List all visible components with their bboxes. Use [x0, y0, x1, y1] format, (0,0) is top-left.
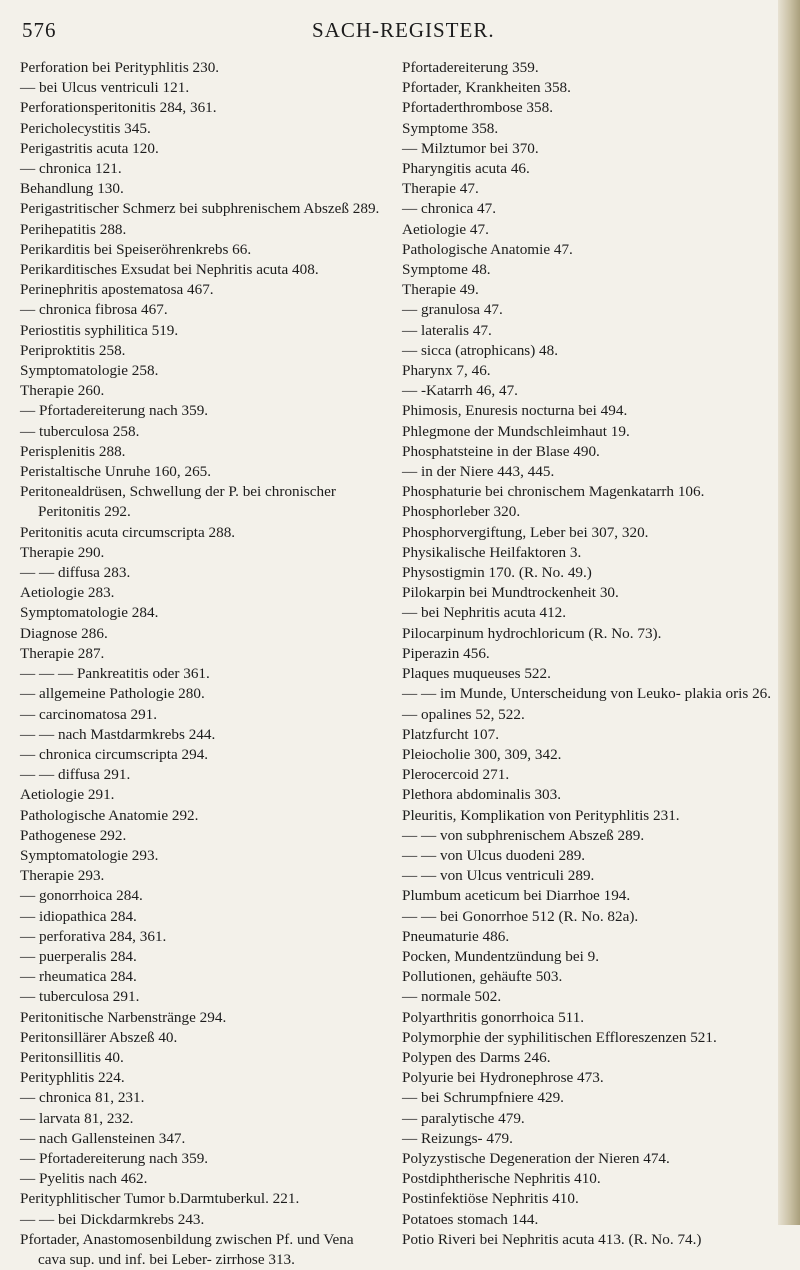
index-entry: Plerocercoid 271. — [402, 766, 510, 784]
index-entry: Pfortadereiterung 359. — [402, 59, 539, 76]
index-entry: Pfortader, Krankheiten 358. — [402, 79, 571, 97]
index-column-right — [402, 58, 778, 1250]
index-entry: — bei Ulcus ventriculi 121. — [20, 79, 190, 97]
index-entry: — — bei Dickdarmkrebs 243. — [20, 1210, 205, 1228]
index-entry: Polyarthritis gonorrhoica 511. — [402, 1008, 585, 1026]
index-entry: Phlegmone der Mundschleimhaut 19. — [402, 422, 630, 440]
index-entry: Postdiphtherische Nephritis 410. — [402, 1170, 601, 1188]
index-entry: — paralytische 479. — [402, 1109, 525, 1127]
index-entry: — sicca (atrophicans) 48. — [402, 341, 559, 359]
index-entry: Pollutionen, gehäufte 503. — [402, 968, 563, 986]
index-entry: Postinfektiöse Nephritis 410. — [402, 1190, 579, 1208]
index-entry: Phimosis, Enuresis nocturna bei 494. — [402, 402, 628, 420]
index-entry: Periproktitis 258. — [20, 341, 126, 359]
page-number: 576 — [22, 18, 57, 42]
index-entry: — granulosa 47. — [402, 301, 503, 319]
index-entry: — Reizungs- 479. — [402, 1129, 513, 1147]
index-entry: Aetiologie 291. — [20, 786, 115, 804]
index-entry: — tuberculosa 258. — [20, 422, 140, 440]
index-entry: — normale 502. — [402, 988, 502, 1006]
index-entry: — carcinomatosa 291. — [20, 705, 158, 723]
index-entry: Therapie 47. — [402, 180, 479, 198]
index-entry: Perityphlitischer Tumor b.Darmtuberkul. 221. — [20, 1190, 300, 1208]
index-entry: — rheumatica 284. — [20, 968, 137, 986]
index-entry: Peritonsillitis 40. — [20, 1048, 124, 1066]
index-entry: Behandlung 130. — [20, 180, 124, 198]
index-entry: — — im Munde, Unterscheidung von Leuko- plakia oris 26. — [402, 685, 772, 703]
index-entry: — chronica circumscripta 294. — [20, 745, 209, 763]
index-entry: Therapie 260. — [20, 382, 105, 400]
index-entry: Physikalische Heilfaktoren 3. — [402, 543, 582, 561]
index-entry: Perforationsperitonitis 284, 361. — [20, 99, 217, 117]
index-entry: Symptome 358. — [402, 119, 499, 137]
index-entry: — Pfortadereiterung nach 359. — [20, 1149, 209, 1167]
index-entry: Piperazin 456. — [402, 644, 490, 662]
index-entry: Pathogenese 292. — [20, 826, 127, 844]
index-entry: — Pyelitis nach 462. — [20, 1170, 148, 1188]
index-entry: — chronica 121. — [20, 160, 122, 178]
index-entry: — opalines 52, 522. — [402, 705, 525, 723]
index-entry: Pericholecystitis 345. — [20, 119, 151, 137]
index-entry: Phosphorleber 320. — [402, 503, 521, 521]
page-edge — [778, 0, 800, 1225]
index-entry: Potio Riveri bei Nephritis acuta 413. (R. No. 74.) — [402, 1230, 702, 1248]
index-entry: Polyurie bei Hydronephrose 473. — [402, 1069, 604, 1087]
index-entry: Pfortaderthrombose 358. — [402, 99, 553, 117]
index-entry: Peritonitische Narbenstränge 294. — [20, 1008, 227, 1026]
index-entry: Plumbum aceticum bei Diarrhoe 194. — [402, 887, 631, 905]
index-entry: Peritonsillärer Abszeß 40. — [20, 1028, 178, 1046]
index-entry: Pneumaturie 486. — [402, 927, 510, 945]
index-entry: — Pfortadereiterung nach 359. — [20, 402, 209, 420]
index-entry: Pilocarpinum hydrochloricum (R. No. 73). — [402, 624, 662, 642]
index-entry: Polymorphie der syphilitischen Effloreszenzen 521. — [402, 1028, 717, 1046]
index-entry: Polypen des Darms 246. — [402, 1048, 551, 1066]
index-entry: Potatoes stomach 144. — [402, 1210, 539, 1228]
index-entry: Peritonealdrüsen, Schwellung der P. bei chronischer Peritonitis 292. — [20, 483, 336, 521]
index-entry: Pilokarpin bei Mundtrockenheit 30. — [402, 584, 619, 602]
index-entry: — larvata 81, 232. — [20, 1109, 134, 1127]
index-entry: Symptomatologie 293. — [20, 846, 159, 864]
index-entry: Pleiocholie 300, 309, 342. — [402, 745, 562, 763]
index-entry: Phosphorvergiftung, Leber bei 307, 320. — [402, 523, 649, 541]
index-entry: Phosphaturie bei chronischem Magenkatarrh 106. — [402, 483, 705, 501]
index-entry: — — nach Mastdarmkrebs 244. — [20, 725, 216, 743]
index-entry: — idiopathica 284. — [20, 907, 137, 925]
index-entry: — — von Ulcus ventriculi 289. — [402, 867, 595, 885]
index-entry: Polyzystische Degeneration der Nieren 474. — [402, 1149, 670, 1167]
index-entry: Perityphlitis 224. — [20, 1069, 125, 1087]
index-entry: Pathologische Anatomie 292. — [20, 806, 199, 824]
index-entry: — — — Pankreatitis oder 361. — [20, 665, 210, 683]
index-entry: Symptomatologie 258. — [20, 362, 159, 380]
index-entry: Therapie 293. — [20, 867, 105, 885]
index-entry: — gonorrhoica 284. — [20, 887, 143, 905]
index-entry: Symptome 48. — [402, 261, 491, 279]
index-entry: Pocken, Mundentzündung bei 9. — [402, 947, 599, 965]
index-entry: — — von subphrenischem Abszeß 289. — [402, 826, 645, 844]
index-entry: — Milztumor bei 370. — [402, 139, 539, 157]
running-title: SACH-REGISTER. — [312, 18, 495, 42]
index-entry: — — von Ulcus duodeni 289. — [402, 846, 586, 864]
index-entry: Peristaltische Unruhe 160, 265. — [20, 463, 212, 481]
index-entry: Therapie 290. — [20, 543, 105, 561]
index-entry: — in der Niere 443, 445. — [402, 463, 555, 481]
index-entry: Perisplenitis 288. — [20, 442, 126, 460]
index-entry: Symptomatologie 284. — [20, 604, 159, 622]
index-entry: Peritonitis acuta circumscripta 288. — [20, 523, 236, 541]
index-entry: — chronica fibrosa 467. — [20, 301, 168, 319]
index-entry: — chronica 47. — [402, 200, 497, 218]
index-entry: Pfortader, Anastomosenbildung zwischen Pf. und Vena cava sup. und inf. bei Leber- zirrhose 313. — [20, 1230, 354, 1268]
index-entry: Perforation bei Perityphlitis 230. — [20, 59, 220, 76]
index-entry: Perigastritischer Schmerz bei subphrenischem Abszeß 289. — [20, 200, 380, 218]
index-entry: Perikarditisches Exsudat bei Nephritis acuta 408. — [20, 261, 319, 279]
index-entry: — — diffusa 283. — [20, 564, 131, 582]
page-header — [0, 18, 800, 48]
index-entry: — — diffusa 291. — [20, 766, 131, 784]
index-entry: — puerperalis 284. — [20, 947, 137, 965]
index-entry: Diagnose 286. — [20, 624, 108, 642]
index-entry: — allgemeine Pathologie 280. — [20, 685, 205, 703]
index-entry: Phosphatsteine in der Blase 490. — [402, 442, 600, 460]
index-entry: — perforativa 284, 361. — [20, 927, 167, 945]
index-entry: Pathologische Anatomie 47. — [402, 240, 573, 258]
index-entry: Pharyngitis acuta 46. — [402, 160, 530, 178]
index-entry: — lateralis 47. — [402, 321, 492, 339]
index-entry: Plaques muqueuses 522. — [402, 665, 551, 683]
index-entry: — bei Nephritis acuta 412. — [402, 604, 567, 622]
index-entry: Perigastritis acuta 120. — [20, 139, 159, 157]
index-entry: Aetiologie 47. — [402, 220, 489, 238]
index-entry: Aetiologie 283. — [20, 584, 115, 602]
index-entry: Perihepatitis 288. — [20, 220, 127, 238]
index-column-left — [20, 58, 382, 1270]
index-entry: Perikarditis bei Speiseröhrenkrebs 66. — [20, 240, 252, 258]
index-entry: — bei Schrumpfniere 429. — [402, 1089, 564, 1107]
index-entry: — -Katarrh 46, 47. — [402, 382, 518, 400]
index-entry: — tuberculosa 291. — [20, 988, 140, 1006]
index-entry: Pleuritis, Komplikation von Perityphlitis 231. — [402, 806, 680, 824]
index-entry: Platzfurcht 107. — [402, 725, 500, 743]
index-entry: Plethora abdominalis 303. — [402, 786, 562, 804]
index-entry: — chronica 81, 231. — [20, 1089, 145, 1107]
index-entry: — — bei Gonorrhoe 512 (R. No. 82a). — [402, 907, 639, 925]
index-entry: — nach Gallensteinen 347. — [20, 1129, 186, 1147]
index-entry: Therapie 49. — [402, 281, 479, 299]
index-entry: Physostigmin 170. (R. No. 49.) — [402, 564, 592, 582]
index-entry: Pharynx 7, 46. — [402, 362, 491, 380]
index-entry: Perinephritis apostematosa 467. — [20, 281, 214, 299]
index-entry: Periostitis syphilitica 519. — [20, 321, 179, 339]
index-entry: Therapie 287. — [20, 644, 105, 662]
